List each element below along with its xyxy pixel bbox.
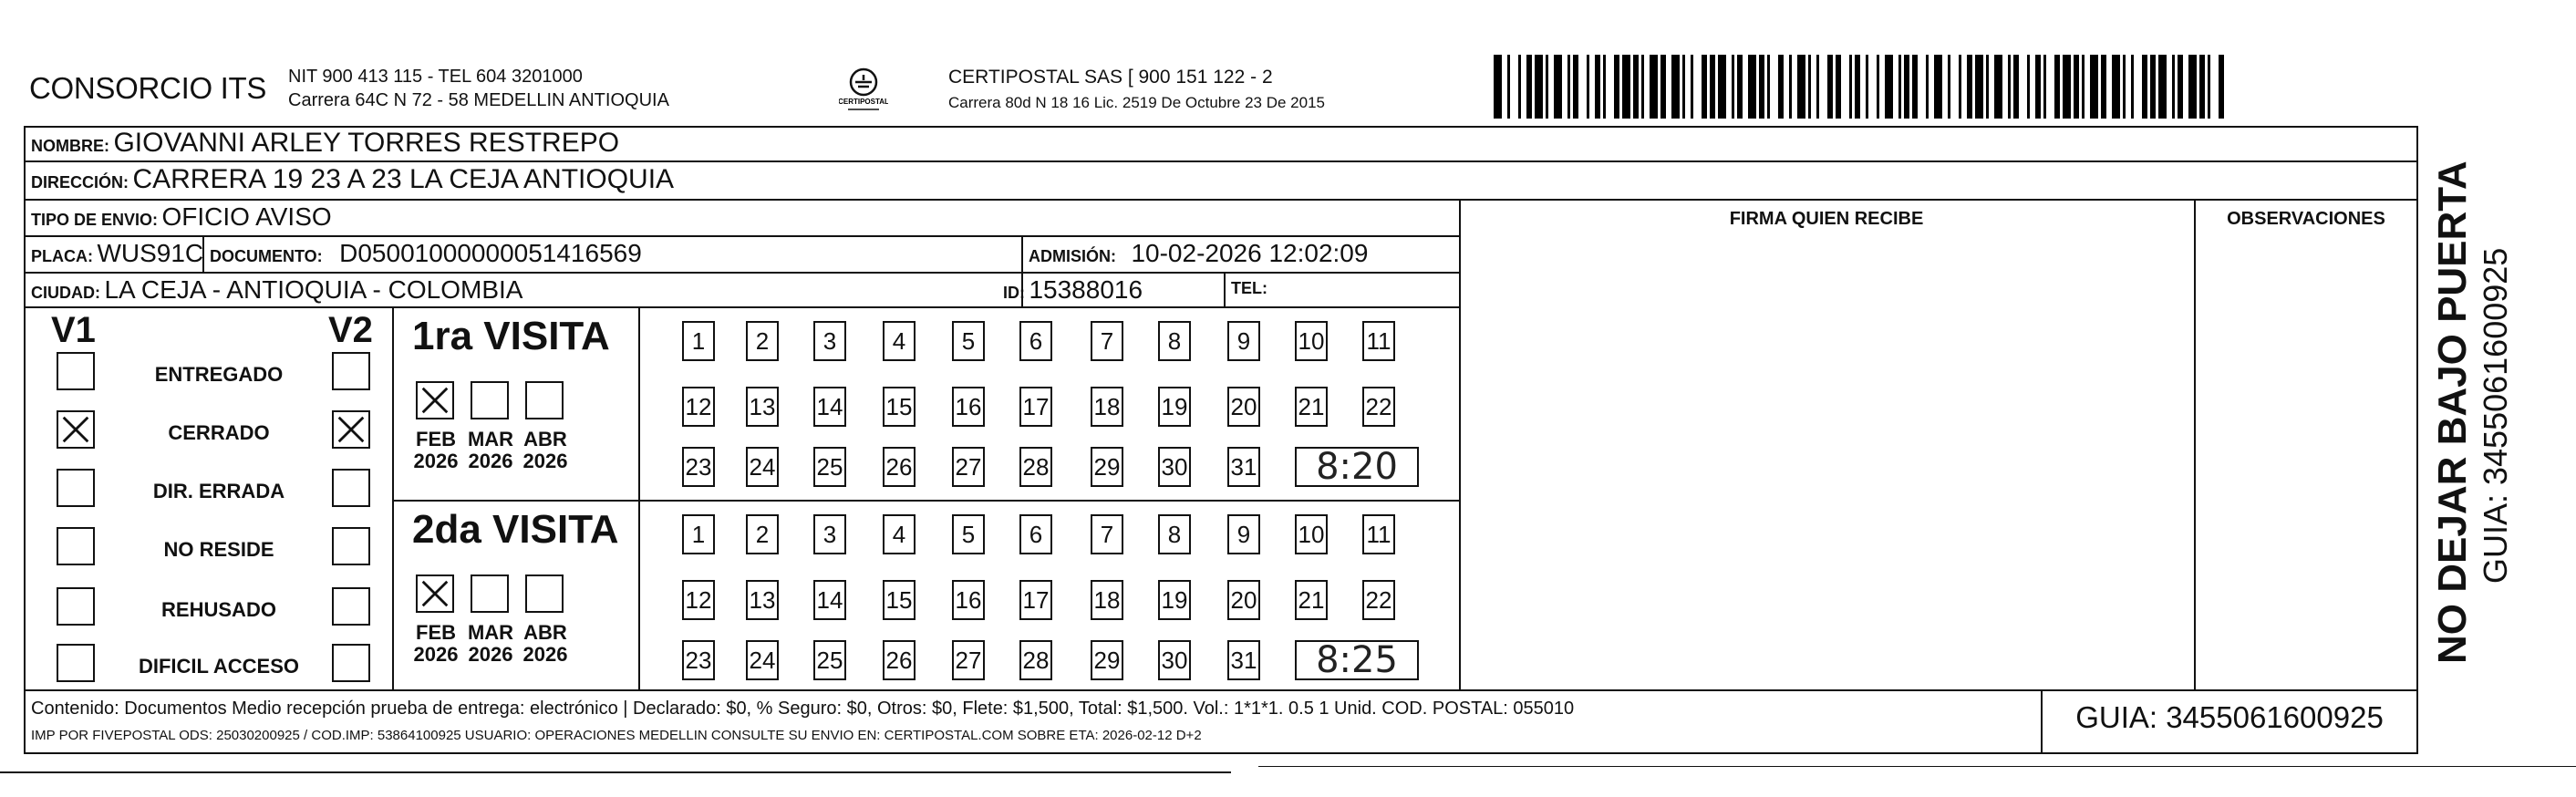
day-box[interactable]: 19	[1158, 387, 1191, 427]
day-box[interactable]: 18	[1091, 387, 1123, 427]
day-box[interactable]: 29	[1091, 640, 1123, 680]
barcode-bar	[2019, 55, 2027, 119]
day-box[interactable]: 28	[1019, 447, 1052, 487]
documento-label: DOCUMENTO:	[210, 247, 323, 265]
day-box[interactable]: 7	[1091, 514, 1123, 554]
v2-checkbox[interactable]	[332, 410, 370, 449]
barcode-bar	[2090, 55, 2098, 119]
barcode-bar	[1535, 55, 1543, 119]
day-box[interactable]: 15	[883, 387, 916, 427]
month-year-label	[520, 622, 571, 666]
day-box[interactable]: 25	[813, 447, 846, 487]
visit-title: 1ra VISITA	[412, 314, 610, 358]
day-box[interactable]: 17	[1019, 387, 1052, 427]
barcode-bar	[1868, 55, 1877, 119]
day-box[interactable]: 9	[1227, 321, 1260, 361]
tipo-envio-field	[31, 202, 332, 232]
barcode-bar	[1606, 55, 1614, 119]
day-box[interactable]: 21	[1295, 580, 1328, 620]
day-box[interactable]: 11	[1362, 514, 1395, 554]
day-box[interactable]: 28	[1019, 640, 1052, 680]
day-box[interactable]: 6	[1019, 514, 1052, 554]
side-guia: GUIA: 3455061600925	[2477, 247, 2514, 584]
status-reason-label: DIFICIL ACCESO	[138, 655, 299, 678]
month-checkbox[interactable]	[416, 574, 454, 613]
day-box[interactable]: 9	[1227, 514, 1260, 554]
month-checkbox[interactable]	[416, 381, 454, 419]
tipo-envio-value: OFICIO AVISO	[161, 202, 332, 231]
barcode-bar	[2063, 55, 2071, 119]
ciudad-label: CIUDAD:	[31, 284, 100, 302]
logo-text: CERTIPOSTAL	[839, 98, 888, 106]
month-year-label	[520, 429, 571, 472]
side-warning: NO DEJAR BAJO PUERTA	[2430, 160, 2475, 664]
direccion-field	[31, 164, 674, 195]
day-box[interactable]: 6	[1019, 321, 1052, 361]
nombre-field	[31, 128, 619, 159]
barcode-bar	[1994, 55, 2002, 119]
barcode-bar	[1841, 55, 1849, 119]
month-year-label	[465, 622, 516, 666]
v2-checkbox[interactable]	[332, 527, 370, 565]
day-box[interactable]: 31	[1227, 447, 1260, 487]
barcode-bar	[2134, 55, 2142, 119]
direccion-value: CARRERA 19 23 A 23 LA CEJA ANTIOQUIA	[132, 164, 675, 194]
barcode-bar	[1671, 55, 1680, 119]
year-label: 2026	[468, 450, 513, 472]
day-box[interactable]: 30	[1158, 640, 1191, 680]
imp-text: IMP POR FIVEPOSTAL ODS: 25030200925 / COD.IMP: 53864100925 USUARIO: OPERACIONES MEDELLIN CONSULTE SU ENVIO EN: CERTIPOSTAL.COM SOBRE ETA: 2026-02-12 D+2	[31, 728, 1202, 743]
barcode-bar	[1770, 55, 1778, 119]
day-box[interactable]: 3	[813, 514, 846, 554]
month-checkbox[interactable]	[471, 574, 509, 613]
day-box[interactable]: 18	[1091, 580, 1123, 620]
id-label: ID:	[1003, 284, 1025, 302]
barcode-bar	[1797, 55, 1805, 119]
barcode-bar	[1885, 55, 1893, 119]
id-value: 15388016	[1029, 275, 1143, 304]
barcode-bar	[2046, 55, 2054, 119]
v2-checkbox[interactable]	[332, 644, 370, 682]
tel-field	[1231, 279, 1267, 298]
day-box[interactable]: 2	[746, 514, 779, 554]
v1-checkbox[interactable]	[57, 352, 95, 390]
year-label: 2026	[413, 643, 459, 666]
ciudad-field	[31, 275, 522, 305]
year-label: 2026	[468, 643, 513, 666]
contenido-text: Contenido: Documentos Medio recepción prueba de entrega: electrónico | Declarado: $0, % Seguro: $0, Otros: $0, Flete: $1,500, Total: $1,500. Vol.: 1*1*1. 0.5 1 Unid. COD. POSTAL: 055010	[31, 699, 1575, 719]
visit-title: 2da VISITA	[412, 507, 619, 552]
footer-guia: GUIA: 3455061600925	[2075, 700, 2384, 734]
day-box[interactable]: 24	[746, 640, 779, 680]
day-box[interactable]: 22	[1362, 387, 1395, 427]
admision-label: ADMISIÓN:	[1029, 247, 1116, 265]
day-box[interactable]: 14	[813, 580, 846, 620]
barcode-bar	[2219, 55, 2224, 119]
certipostal-logo-icon	[839, 64, 888, 113]
day-box[interactable]: 23	[682, 640, 715, 680]
month-label: FEB	[416, 428, 456, 450]
day-box[interactable]: 30	[1158, 447, 1191, 487]
day-box[interactable]: 4	[883, 321, 916, 361]
barcode-bar	[1918, 55, 1926, 119]
barcode-bar	[1950, 55, 1959, 119]
day-box[interactable]: 15	[883, 580, 916, 620]
day-box[interactable]: 10	[1295, 514, 1328, 554]
company-nit: NIT 900 413 115 - TEL 604 3201000	[288, 67, 583, 87]
day-box[interactable]: 16	[952, 580, 985, 620]
day-box[interactable]: 11	[1362, 321, 1395, 361]
day-box[interactable]: 31	[1227, 640, 1260, 680]
month-checkbox[interactable]	[525, 574, 564, 613]
barcode-bar	[1554, 55, 1562, 119]
day-box[interactable]: 22	[1362, 580, 1395, 620]
day-box[interactable]: 20	[1227, 580, 1260, 620]
month-year-label	[410, 622, 461, 666]
handwritten-time: 8:25	[1316, 639, 1398, 681]
status-reason-label: NO RESIDE	[163, 538, 274, 561]
tipo-envio-label: TIPO DE ENVIO:	[31, 211, 159, 229]
day-box[interactable]: 7	[1091, 321, 1123, 361]
barcode-bar	[2210, 55, 2219, 119]
month-checkbox[interactable]	[471, 381, 509, 419]
day-box[interactable]: 19	[1158, 580, 1191, 620]
day-box[interactable]: 10	[1295, 321, 1328, 361]
v2-checkbox[interactable]	[332, 469, 370, 507]
month-label: MAR	[467, 428, 514, 450]
day-box[interactable]: 1	[682, 514, 715, 554]
firma-label: FIRMA QUIEN RECIBE	[1729, 209, 1924, 229]
month-label: ABR	[523, 621, 567, 644]
documento-field	[210, 239, 642, 268]
year-label: 2026	[522, 643, 568, 666]
day-box[interactable]: 23	[682, 447, 715, 487]
barcode-bar	[1718, 55, 1726, 119]
handwritten-time: 8:20	[1316, 446, 1398, 488]
v2-checkbox[interactable]	[332, 587, 370, 626]
day-box[interactable]: 14	[813, 387, 846, 427]
day-box[interactable]: 8	[1158, 514, 1191, 554]
month-label: MAR	[467, 621, 514, 644]
barcode-bar	[2112, 55, 2120, 119]
day-box[interactable]: 20	[1227, 387, 1260, 427]
day-box[interactable]: 26	[883, 640, 916, 680]
barcode-bar	[2188, 55, 2197, 119]
ciudad-value: LA CEJA - ANTIOQUIA - COLOMBIA	[104, 275, 523, 304]
v1-checkbox[interactable]	[57, 644, 95, 682]
v2-checkbox[interactable]	[332, 352, 370, 390]
day-box[interactable]: 29	[1091, 447, 1123, 487]
direccion-label: DIRECCIÓN:	[31, 173, 129, 191]
v1-checkbox[interactable]	[57, 587, 95, 626]
barcode-bar	[1578, 55, 1587, 119]
time-box[interactable]	[1295, 447, 1419, 487]
v2-label: V2	[328, 310, 373, 350]
day-box[interactable]: 4	[883, 514, 916, 554]
day-box[interactable]: 3	[813, 321, 846, 361]
courier-address: Carrera 80d N 18 16 Lic. 2519 De Octubre 23 De 2015	[948, 94, 1325, 111]
year-label: 2026	[413, 450, 459, 472]
company-name: CONSORCIO ITS	[29, 71, 267, 105]
courier-name: CERTIPOSTAL SAS [ 900 151 122 - 2	[948, 67, 1273, 88]
day-box[interactable]: 13	[746, 580, 779, 620]
barcode-bar	[1819, 55, 1827, 119]
nombre-value: GIOVANNI ARLEY TORRES RESTREPO	[113, 128, 620, 158]
day-box[interactable]: 5	[952, 321, 985, 361]
month-year-label	[465, 429, 516, 472]
barcode-bar	[1650, 55, 1658, 119]
company-address: Carrera 64C N 72 - 58 MEDELLIN ANTIOQUIA	[288, 90, 669, 110]
barcode-bar	[1934, 55, 1942, 119]
day-box[interactable]: 12	[682, 580, 715, 620]
barcode-bar	[1494, 55, 1502, 119]
status-reason-label: REHUSADO	[161, 598, 276, 621]
barcode-bar	[2158, 55, 2167, 119]
year-label: 2026	[522, 450, 568, 472]
v1-checkbox[interactable]	[57, 469, 95, 507]
day-box[interactable]: 13	[746, 387, 779, 427]
day-box[interactable]: 5	[952, 514, 985, 554]
nombre-label: NOMBRE:	[31, 137, 109, 155]
id-field	[1003, 275, 1143, 305]
month-label: FEB	[416, 621, 456, 644]
day-box[interactable]: 16	[952, 387, 985, 427]
day-box[interactable]: 26	[883, 447, 916, 487]
status-reason-label: DIR. ERRADA	[152, 480, 285, 502]
month-label: ABR	[523, 428, 567, 450]
observaciones-label: OBSERVACIONES	[2227, 209, 2385, 229]
barcode-bar	[1510, 55, 1518, 119]
barcode	[1494, 55, 2223, 119]
day-box[interactable]: 17	[1019, 580, 1052, 620]
day-box[interactable]: 8	[1158, 321, 1191, 361]
month-checkbox[interactable]	[525, 381, 564, 419]
documento-value: D05001000000051416569	[339, 239, 642, 267]
v1-checkbox[interactable]	[57, 527, 95, 565]
barcode-bar	[1622, 55, 1630, 119]
placa-value: WUS91C	[97, 239, 204, 267]
admision-value: 10-02-2026 12:02:09	[1131, 239, 1369, 267]
day-box[interactable]: 1	[682, 321, 715, 361]
placa-label: PLACA:	[31, 247, 93, 265]
day-box[interactable]: 12	[682, 387, 715, 427]
day-box[interactable]: 2	[746, 321, 779, 361]
day-box[interactable]: 27	[952, 640, 985, 680]
v1-checkbox[interactable]	[57, 410, 95, 449]
status-reason-label: ENTREGADO	[154, 363, 284, 386]
v1-label: V1	[51, 310, 96, 350]
day-box[interactable]: 21	[1295, 387, 1328, 427]
time-box[interactable]	[1295, 640, 1419, 680]
placa-field	[31, 239, 203, 268]
month-year-label	[410, 429, 461, 472]
barcode-bar	[1693, 55, 1702, 119]
tel-label: TEL:	[1231, 279, 1267, 297]
day-box[interactable]: 25	[813, 640, 846, 680]
barcode-bar	[1748, 55, 1756, 119]
status-reason-label: CERRADO	[168, 421, 270, 444]
admision-field	[1029, 239, 1368, 268]
barcode-bar	[1975, 55, 1983, 119]
day-box[interactable]: 27	[952, 447, 985, 487]
day-box[interactable]: 24	[746, 447, 779, 487]
